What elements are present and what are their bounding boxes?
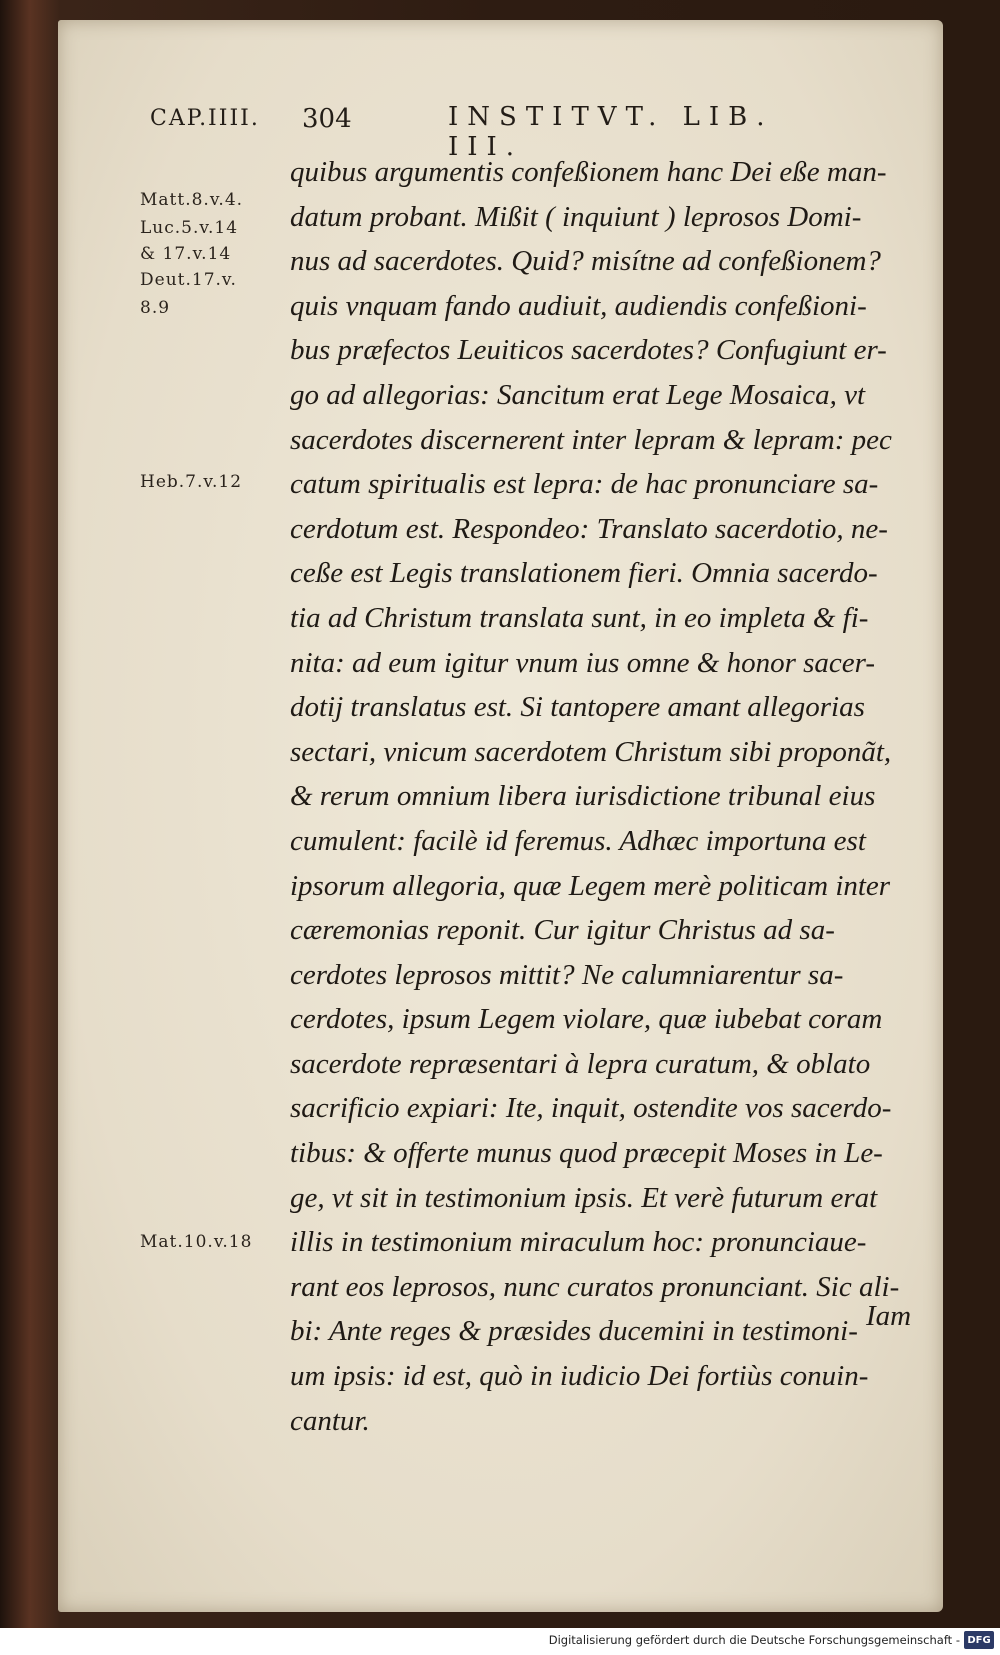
text-line: quis vnquam fando audiuit, audiendis confeßioni-: [290, 289, 867, 322]
margin-note: Mat.10.v.18: [140, 1232, 253, 1252]
margin-note: Deut.17.v.: [140, 270, 237, 290]
text-line: nus ad sacerdotes. Quid? misítne ad confeßionem?: [290, 245, 881, 278]
text-line: bi: Ante reges & præsides ducemini in testimoni-: [290, 1315, 858, 1348]
margin-note: 8.9: [140, 298, 171, 318]
text-line: illis in testimonium miraculum hoc: pronunciaue-: [290, 1226, 867, 1259]
text-line: rant eos leprosos, nunc curatos pronunciant. Sic ali-: [290, 1270, 900, 1303]
running-head: [150, 102, 850, 162]
text-line: ceße est Legis translationem fieri. Omnia sacerdo-: [290, 557, 878, 590]
text-line: datum probant. Mißit ( inquiunt ) leprosos Domi-: [290, 200, 862, 233]
text-line: quibus argumentis confeßionem hanc Dei eße man-: [290, 156, 887, 188]
text-line: sacerdotes discernerent inter lepram & lepram: pec: [290, 423, 892, 456]
text-line: sacrificio expiari: Ite, inquit, ostendite vos sacerdo-: [290, 1092, 892, 1125]
text-line: & rerum omnium libera iurisdictione tribunal eius: [290, 780, 876, 813]
text-line: cantur.: [290, 1404, 370, 1437]
text-line: ipsorum allegoria, quæ Legem merè politicam inter: [290, 869, 891, 902]
text-line: um ipsis: id est, quò in iudicio Dei fortiùs conuin-: [290, 1360, 869, 1393]
running-title: INSTITVT. LIB. III.: [448, 102, 774, 162]
footer-credit: Digitalisierung gefördert durch die Deutsche Forschungsgemeinschaft -: [548, 1633, 960, 1647]
catchword: Iam: [866, 1300, 912, 1332]
text-line: cumulent: facilè id feremus. Adhæc importuna est: [290, 824, 866, 857]
text-line: nita: ad eum igitur vnum ius omne & honor sacer-: [290, 646, 875, 679]
text-line: dotij translatus est. Si tantopere amant allegorias: [290, 691, 865, 724]
text-line: cerdotes, ipsum Legem violare, quæ iubebat coram: [290, 1003, 883, 1036]
text-line: tibus: & offerte munus quod præcepit Moses in Le-: [290, 1137, 883, 1170]
page-number: 304: [302, 104, 352, 134]
text-line: cerdotes leprosos mittit? Ne calumniarentur sa-: [290, 958, 844, 991]
text-line: cerdotum est. Respondeo: Translato sacerdotio, ne-: [290, 512, 888, 545]
text-line: cæremonias reponit. Cur igitur Christus ad sa-: [290, 914, 835, 947]
text-line: sacerdote repræsentari à lepra curatum, & oblato: [290, 1047, 871, 1080]
chapter-label: CAP.IIII.: [150, 106, 260, 131]
text-line: catum spiritualis est lepra: de hac pronunciare sa-: [290, 468, 879, 501]
dfg-logo-icon: DFG: [964, 1631, 994, 1649]
margin-note: & 17.v.14: [140, 244, 232, 264]
text-line: ge, vt sit in testimonium ipsis. Et verè futurum erat: [290, 1181, 878, 1214]
text-line: bus præfectos Leuiticos sacerdotes? Confugiunt er-: [290, 334, 887, 367]
digitization-footer: [0, 1628, 1000, 1655]
margin-note: Matt.8.v.4.: [140, 190, 244, 210]
margin-note: Luc.5.v.14: [140, 218, 239, 238]
margin-notes: [140, 150, 290, 1270]
text-line: sectari, vnicum sacerdotem Christum sibi proponãt,: [290, 735, 892, 768]
margin-note: Heb.7.v.12: [140, 472, 243, 492]
text-line: go ad allegorias: Sancitum erat Lege Mosaica, vt: [290, 378, 866, 411]
text-line: tia ad Christum translata sunt, in eo impleta & fi-: [290, 601, 869, 634]
body-text: [290, 150, 940, 1443]
